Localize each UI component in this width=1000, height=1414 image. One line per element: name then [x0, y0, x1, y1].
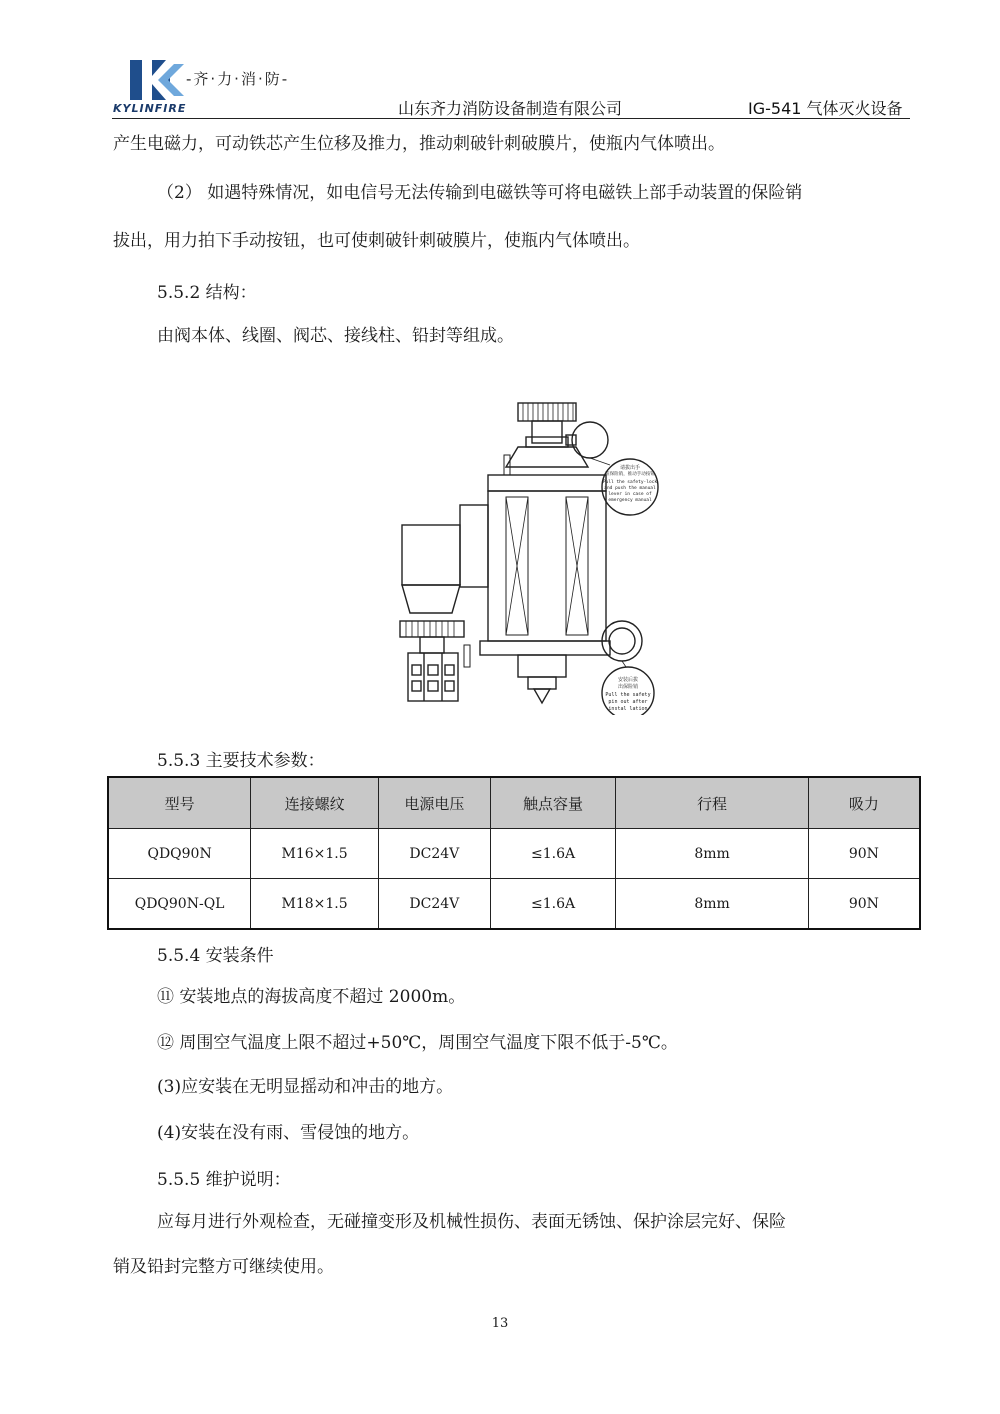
- terminal-block: [408, 653, 458, 701]
- table-cell: QDQ90N: [108, 829, 251, 879]
- section-5-5-2-title: 5.5.2 结构：: [157, 283, 257, 303]
- table-cell: ≤1.6A: [490, 829, 616, 879]
- table-header-cell: 型号: [108, 777, 251, 829]
- table-header-cell: 行程: [616, 777, 808, 829]
- maintenance-line-2: 销及铅封完整方可继续使用。: [113, 1257, 334, 1277]
- callout-bottom-cn-2: 出保险销: [617, 684, 639, 690]
- paragraph-1: 产生电磁力，可动铁芯产生位移及推力，推动刺破针刺破膜片，使瓶内气体喷出。: [113, 134, 725, 154]
- table-cell: M16×1.5: [251, 829, 379, 879]
- table-cell: 90N: [808, 879, 920, 930]
- header-rule: [112, 118, 910, 119]
- paragraph-2-line-2: 拔出，用力拍下手动按钮，也可使刺破针刺破膜片，使瓶内气体喷出。: [113, 231, 640, 251]
- safety-pin-ring-top: [572, 422, 608, 458]
- structure-text: 由阀本体、线圈、阀芯、接线柱、铅封等组成。: [157, 326, 514, 346]
- manual-stem: [532, 421, 562, 443]
- junction-box: [402, 525, 460, 585]
- spec-table: [107, 776, 921, 930]
- section-5-5-4-title: 5.5.4 安装条件: [157, 946, 274, 966]
- logo-slogan: -齐·力·消·防-: [186, 70, 290, 88]
- callout-top-en-2: and push the manual: [604, 486, 656, 491]
- callout-bottom-en-1: Pull the safety: [605, 692, 651, 698]
- table-header-cell: 吸力: [808, 777, 920, 829]
- table-row: [108, 879, 920, 930]
- table-header-row: [108, 777, 920, 829]
- header-company-name: 山东齐力消防设备制造有限公司: [398, 99, 623, 118]
- table-header-cell: 连接螺纹: [251, 777, 379, 829]
- header-product-name: IG-541 气体灭火设备: [748, 99, 903, 118]
- upper-collar: [488, 475, 606, 491]
- callout-top-cn-2: 钮保险销，推动手动按钮: [605, 472, 655, 477]
- junction-housing: [460, 505, 488, 587]
- callout-bottom-en-3: instal lation: [608, 706, 648, 712]
- paragraph-2-line-1: （2） 如遇特殊情况，如电信号无法传输到电磁铁等可将电磁铁上部手动装置的保险销: [157, 183, 803, 203]
- table-cell: ≤1.6A: [490, 879, 616, 930]
- table-header-cell: 触点容量: [490, 777, 616, 829]
- logo-brand: KYLINFIRE: [113, 102, 187, 115]
- condition-3: (3)应安装在无明显摇动和冲击的地方。: [157, 1077, 454, 1097]
- table-cell: QDQ90N-QL: [108, 879, 251, 930]
- table-cell: M18×1.5: [251, 879, 379, 930]
- page-number: 13: [491, 1316, 509, 1331]
- table-cell: 8mm: [616, 829, 808, 879]
- section-5-5-3-title: 5.5.3 主要技术参数：: [157, 751, 325, 771]
- solenoid-valve-figure: [390, 395, 665, 715]
- lower-collar: [480, 641, 610, 655]
- callout-top-en-1: Pull the safety-lock: [602, 480, 658, 485]
- bottom-thread: [518, 655, 566, 677]
- condition-4: (4)安装在没有雨、雪侵蚀的地方。: [157, 1123, 420, 1143]
- callout-top-cn-1: 请拔出手: [619, 465, 641, 471]
- condition-2: ⑫ 周围空气温度上限不超过+50℃，周围空气温度下限不低于-5℃。: [157, 1033, 678, 1053]
- table-cell: DC24V: [378, 879, 490, 930]
- section-5-5-5-title: 5.5.5 维护说明：: [157, 1170, 291, 1190]
- maintenance-line-1: 应每月进行外观检查，无碰撞变形及机械性损伤、表面无锈蚀、保护涂层完好、保险: [157, 1212, 786, 1232]
- callout-top-en-3: lever in case of: [608, 492, 652, 497]
- table-cell: 90N: [808, 829, 920, 879]
- condition-1: ⑪ 安装地点的海拔高度不超过 2000m。: [157, 987, 466, 1007]
- callout-bottom-cn-1: 安装后拔: [617, 677, 639, 683]
- table-header-cell: 电源电压: [378, 777, 490, 829]
- callout-top-en-4: emergency manual: [608, 498, 652, 503]
- table-cell: 8mm: [616, 879, 808, 930]
- manual-knob: [518, 403, 576, 421]
- table-cell: DC24V: [378, 829, 490, 879]
- table-row: [108, 829, 920, 879]
- callout-bottom-en-2: pin out after: [608, 699, 648, 705]
